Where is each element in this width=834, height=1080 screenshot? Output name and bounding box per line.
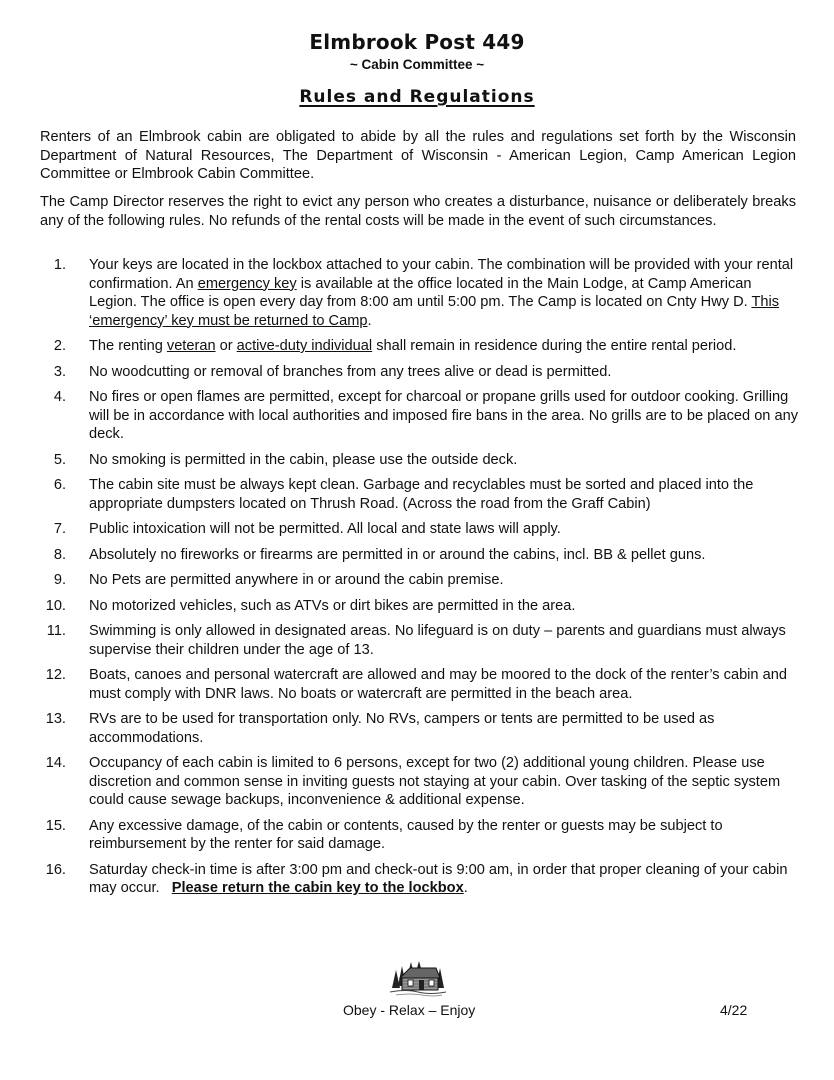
rule-item-16 <box>0 861 801 898</box>
rule-number: 9. <box>53 572 66 588</box>
rule-item-2 <box>0 337 801 356</box>
rule-item-10 <box>0 597 801 616</box>
rule-number: 5. <box>53 451 66 468</box>
rule-text: Swimming is only allowed in designated areas. No lifeguard is on duty – parents and guardians must always supervise their children under the age of 13. <box>89 623 786 658</box>
rule-item-5 <box>0 451 801 470</box>
rule-text: . <box>463 880 468 896</box>
rule-text: . <box>367 312 372 329</box>
rule-item-3 <box>0 363 801 382</box>
rule-text: is available at the office located in the Main Lodge, at Camp American Legion. The office is open every day from 8:00 am until 5:00 pm. The Camp is located on Cnty Hwy D. <box>89 275 752 310</box>
rule-item-15 <box>0 817 801 854</box>
rule-number: 14. <box>45 755 66 771</box>
rule-item-6 <box>0 476 801 513</box>
intro-paragraph-2: The Camp Director reserves the right to evict any person who creates a disturbance, nuisance or deliberately breaks any of the following rules. No refunds of the rental costs will be made in the event of such circumstances. <box>40 194 796 229</box>
rule-number: 13. <box>45 711 66 727</box>
rule-number: 8. <box>53 546 66 563</box>
rule-item-12 <box>0 666 801 703</box>
rule-number: 6. <box>53 477 66 493</box>
log-cabin-icon <box>386 958 448 998</box>
intro-paragraph-1: Renters of an Elmbrook cabin are obligated to abide by all the rules and regulations set forth by the Wisconsin Department of Natural Resources, The Department of Wisconsin - American Legion, Camp American Legion Committee or Elmbrook Cabin Committee. <box>40 129 796 182</box>
rule-item-14 <box>0 754 801 810</box>
emphasis-emergency-key: emergency key <box>197 275 297 292</box>
rule-number: 11. <box>46 623 66 639</box>
rule-number: 7. <box>53 521 66 537</box>
emphasis-active-duty: active-duty individual <box>236 338 373 354</box>
rule-text: RVs are to be used for transportation only. No RVs, campers or tents are permitted to be used as accommodations. <box>89 711 715 746</box>
rule-text: The cabin site must be always kept clean. Garbage and recyclables must be sorted and placed into the appropriate dumpsters located on Thrush Road. (Across the road from the Graff Cabin) <box>89 477 754 512</box>
rule-text: Saturday check-in time is after 3:00 pm and check-out is 9:00 am, in order that proper cleaning of your cabin may occur. <box>89 861 792 896</box>
rule-number: 10. <box>45 597 66 614</box>
rule-number: 16. <box>45 861 66 878</box>
emphasis-return-cabin-key: Please return the cabin key to the lockbox <box>171 880 464 896</box>
rule-item-7 <box>0 520 801 539</box>
rule-text: No smoking is permitted in the cabin, please use the outside deck. <box>89 451 518 468</box>
rule-text: Boats, canoes and personal watercraft are allowed and may be moored to the dock of the renter’s cabin and must comply with DNR laws. No boats or watercraft are permitted in the beach area. <box>89 667 787 702</box>
rule-number: 3. <box>53 363 66 380</box>
rule-text: No motorized vehicles, such as ATVs or dirt bikes are permitted in the area. <box>89 597 576 614</box>
rule-number: 1. <box>53 257 66 273</box>
rule-item-13 <box>0 710 801 747</box>
rule-text: The renting <box>89 338 167 354</box>
rule-number: 15. <box>45 817 66 834</box>
rule-text: Absolutely no fireworks or firearms are permitted in or around the cabins, incl. BB & pellet guns. <box>89 546 706 563</box>
rule-text: Your keys are located in the lockbox attached to your cabin. The combination will be provided with your rental confirmation. An <box>89 257 794 292</box>
rule-text: Occupancy of each cabin is limited to 6 persons, except for two (2) additional young children. Please use discretion and common sense in inviting guests not staying at your cabin. Over tasking of the septic system could cause sewage backups, inconvenience & additional expense. <box>89 755 781 808</box>
rule-text: or <box>215 338 237 354</box>
rule-text: No Pets are permitted anywhere in or around the cabin premise. <box>89 572 504 588</box>
rule-number: 4. <box>53 389 66 405</box>
footer-motto: Obey - Relax – Enjoy <box>343 1002 476 1018</box>
rule-number: 2. <box>53 338 66 354</box>
emphasis-return-key: This ‘emergency’ key must be returned to Camp <box>89 294 780 329</box>
rule-item-9 <box>0 571 801 590</box>
rules-list <box>0 256 834 905</box>
footer-date: 4/22 <box>720 1002 748 1018</box>
emphasis-veteran: veteran <box>166 338 216 354</box>
rule-item-11 <box>0 622 801 659</box>
document-title: Elmbrook Post 449 <box>309 30 525 54</box>
rule-number: 12. <box>45 667 66 683</box>
rule-text: Any excessive damage, of the cabin or contents, caused by the renter or guests may be subject to reimbursement by the renter for said damage. <box>89 817 723 852</box>
rule-text: No woodcutting or removal of branches from any trees alive or dead is permitted. <box>89 363 612 380</box>
section-heading: Rules and Regulations <box>299 87 535 107</box>
rule-text: No fires or open flames are permitted, except for charcoal or propane grills used for outdoor cooking. Grilling will be in accordance with local authorities and imposed fire bans in the area. No grills are to be placed on any deck. <box>89 389 799 442</box>
rule-text: shall remain in residence during the entire rental period. <box>372 338 737 354</box>
rule-text: Public intoxication will not be permitted. All local and state laws will apply. <box>89 521 561 537</box>
document-subtitle: ~ Cabin Committee ~ <box>349 57 485 72</box>
rule-item-4 <box>0 388 801 444</box>
rule-item-1 <box>0 256 801 330</box>
rule-item-8 <box>0 546 801 565</box>
